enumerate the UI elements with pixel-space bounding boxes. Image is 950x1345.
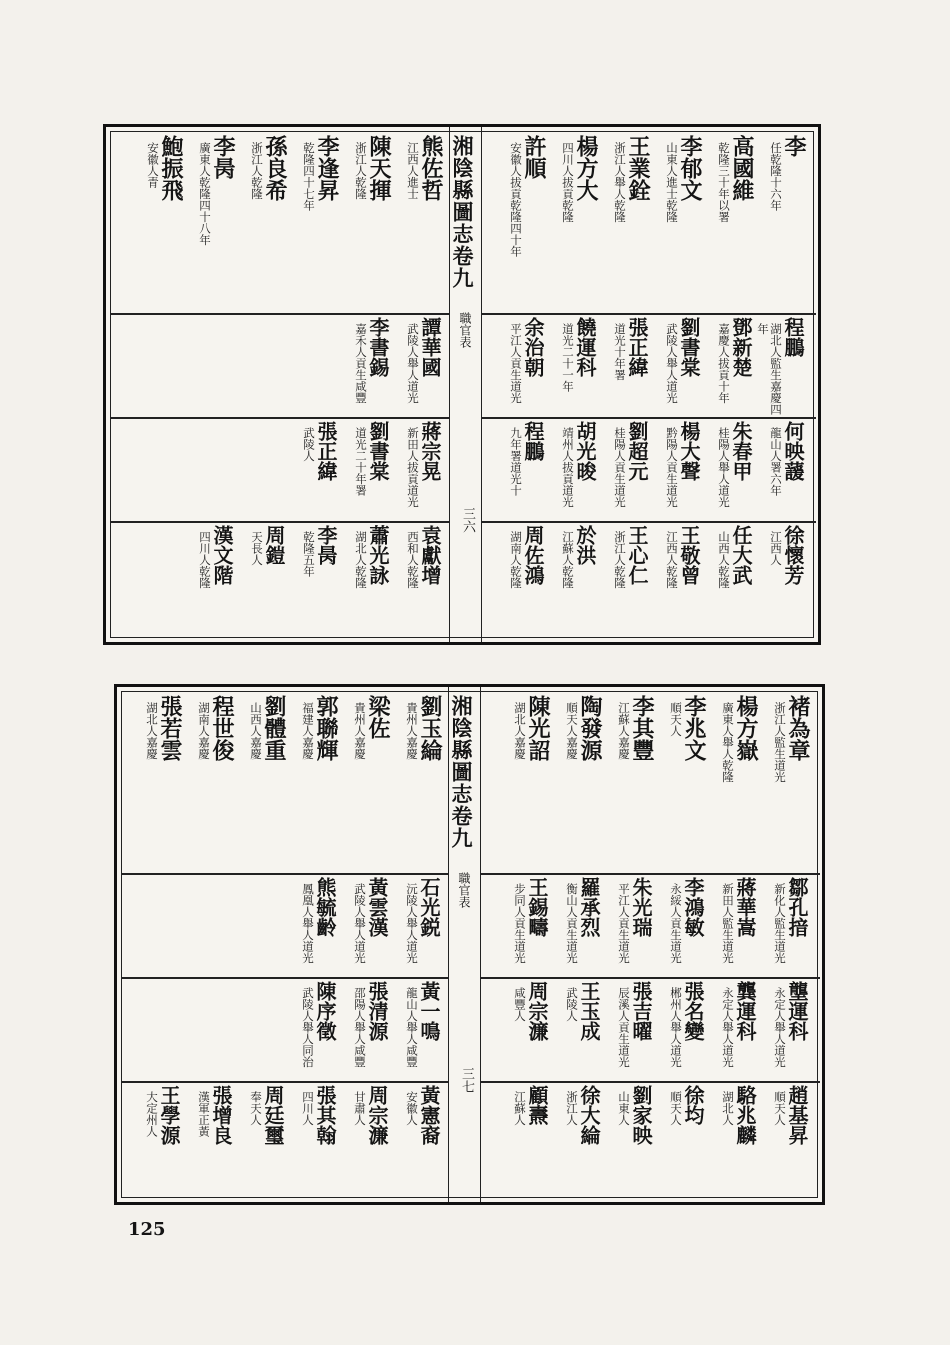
official-name: 程鵬 bbox=[521, 421, 545, 461]
official-name: 李書錫 bbox=[366, 317, 390, 377]
official-name: 徐大綸 bbox=[577, 1085, 601, 1145]
official-name: 黃一鳴 bbox=[417, 981, 441, 1041]
official-entry bbox=[600, 421, 647, 519]
official-note: 福建人嘉慶 bbox=[301, 701, 315, 760]
official-note: 湖北人嘉慶 bbox=[513, 701, 527, 760]
official-entry bbox=[756, 421, 803, 519]
official-name: 張正緯 bbox=[314, 421, 338, 481]
official-entry bbox=[760, 1085, 807, 1197]
official-name: 饒運科 bbox=[573, 317, 597, 377]
official-entry bbox=[289, 525, 336, 637]
official-note: 安徽人 bbox=[405, 1091, 419, 1126]
official-name: 王敬曾 bbox=[677, 525, 701, 585]
official-note: 沅陵人舉人道光 bbox=[405, 883, 419, 964]
official-entry bbox=[133, 135, 182, 311]
official-name: 徐懷芳 bbox=[781, 525, 805, 585]
official-name: 胡光晙 bbox=[573, 421, 597, 481]
upper-page bbox=[103, 124, 821, 645]
official-entry bbox=[604, 695, 653, 871]
official-name: 李 bbox=[781, 135, 807, 157]
page-number: 125 bbox=[128, 1219, 166, 1240]
official-name: 王學源 bbox=[157, 1085, 181, 1145]
official-note: 新化人監生道光 bbox=[773, 883, 787, 964]
official-entry bbox=[496, 525, 543, 637]
official-name: 張清源 bbox=[365, 981, 389, 1041]
official-name: 郭聯輝 bbox=[313, 695, 339, 761]
official-note: 靖州人拔貢道光 bbox=[561, 427, 575, 508]
official-name: 李昺 bbox=[314, 525, 338, 565]
official-note: 廣東人舉人乾隆 bbox=[721, 701, 735, 783]
official-note: 武陵人 bbox=[565, 987, 579, 1022]
official-name: 周廷璽 bbox=[261, 1085, 285, 1145]
official-name: 石光鋭 bbox=[417, 877, 441, 937]
official-note: 湖北人監生嘉慶四年 bbox=[756, 323, 783, 415]
official-entry bbox=[288, 695, 337, 871]
official-entry bbox=[756, 525, 803, 637]
official-note: 江西人 bbox=[769, 531, 783, 566]
official-entry bbox=[237, 525, 284, 637]
official-name: 楊方嶽 bbox=[733, 695, 759, 761]
row-divider bbox=[480, 1081, 820, 1083]
official-name: 何映蘐 bbox=[781, 421, 805, 481]
official-note: 貴州人嘉慶 bbox=[353, 701, 367, 760]
official-entry bbox=[184, 695, 233, 871]
official-name: 鮑振飛 bbox=[158, 135, 184, 201]
official-note: 湖北人 bbox=[721, 1091, 735, 1126]
official-entry bbox=[341, 525, 388, 637]
official-note: 順天人 bbox=[669, 701, 683, 737]
official-note: 山東人 bbox=[617, 1091, 631, 1126]
official-entry bbox=[393, 421, 440, 519]
official-note: 浙江人乾隆 bbox=[250, 141, 264, 200]
official-name: 漢文階 bbox=[210, 525, 234, 585]
official-note: 永定人舉人道光 bbox=[773, 987, 787, 1068]
official-entry bbox=[604, 877, 651, 975]
official-entry bbox=[340, 877, 387, 975]
official-name: 徐均 bbox=[681, 1085, 705, 1125]
official-entry bbox=[756, 135, 805, 311]
official-note: 浙江人乾隆 bbox=[354, 141, 368, 200]
official-entry bbox=[392, 877, 439, 975]
official-name: 劉超元 bbox=[625, 421, 649, 481]
official-note: 永綏人貢生道光 bbox=[669, 883, 683, 964]
official-entry bbox=[656, 981, 703, 1079]
official-note: 嘉慶人拔貢十年 bbox=[717, 323, 731, 404]
official-entry bbox=[289, 135, 338, 311]
official-entry bbox=[652, 135, 701, 311]
official-note: 安徽人拔貢乾隆四十年 bbox=[509, 141, 523, 257]
official-note: 湖北人嘉慶 bbox=[145, 701, 159, 760]
official-note: 廣東人乾隆四十八年 bbox=[198, 141, 212, 246]
row-divider bbox=[481, 521, 816, 523]
official-entry bbox=[600, 135, 649, 311]
official-note: 四川人乾隆 bbox=[198, 531, 212, 589]
official-name: 高國維 bbox=[729, 135, 755, 201]
official-name: 熊毓齡 bbox=[313, 877, 337, 937]
official-entry bbox=[704, 421, 751, 519]
official-note: 順天人 bbox=[773, 1091, 787, 1126]
official-name: 程世俊 bbox=[209, 695, 235, 761]
official-note: 嘉禾人貢生咸豐 bbox=[354, 323, 368, 404]
official-name: 龔運科 bbox=[733, 981, 757, 1041]
official-entry bbox=[656, 1085, 703, 1197]
official-note: 永定人舉人道光 bbox=[721, 987, 735, 1068]
official-note: 桂陽人貢生道光 bbox=[613, 427, 627, 508]
official-entry bbox=[341, 317, 388, 415]
official-name: 劉玉綸 bbox=[417, 695, 443, 761]
official-entry bbox=[552, 695, 601, 871]
official-entry bbox=[760, 877, 807, 975]
official-entry bbox=[132, 1085, 179, 1197]
official-name: 周鎧 bbox=[262, 525, 286, 565]
official-name: 李逢昇 bbox=[314, 135, 340, 201]
official-entry bbox=[652, 317, 699, 415]
official-name: 陳光詔 bbox=[525, 695, 551, 761]
official-name: 楊大聲 bbox=[677, 421, 701, 481]
official-entry bbox=[132, 695, 181, 871]
official-entry bbox=[237, 135, 286, 311]
official-name: 張若雲 bbox=[157, 695, 183, 761]
official-name: 張增良 bbox=[209, 1085, 233, 1145]
official-entry bbox=[496, 317, 543, 415]
official-name: 孫良希 bbox=[262, 135, 288, 201]
official-entry bbox=[656, 695, 705, 871]
official-note: 西和人乾隆 bbox=[406, 531, 420, 589]
official-note: 邵陽人舉人咸豐 bbox=[353, 987, 367, 1068]
official-name: 於洪 bbox=[573, 525, 597, 565]
folio-number: 三七 bbox=[459, 1067, 474, 1093]
official-entry bbox=[393, 525, 440, 637]
row-divider bbox=[110, 521, 449, 523]
official-note: 辰溪人貢生道光 bbox=[617, 987, 631, 1068]
official-note: 貴州人嘉慶 bbox=[405, 701, 419, 760]
official-entry bbox=[500, 981, 547, 1079]
official-note: 山西人嘉慶 bbox=[249, 701, 263, 760]
official-note: 大定州人 bbox=[145, 1091, 159, 1137]
official-entry bbox=[496, 421, 543, 519]
official-name: 陶發源 bbox=[577, 695, 603, 761]
official-entry bbox=[552, 1085, 599, 1197]
official-note: 龍山人舉人咸豐 bbox=[405, 987, 419, 1068]
official-name: 譚華國 bbox=[418, 317, 442, 377]
official-entry bbox=[496, 135, 545, 311]
official-name: 李其豐 bbox=[629, 695, 655, 761]
official-name: 張吉曜 bbox=[629, 981, 653, 1041]
official-name: 朱春甲 bbox=[729, 421, 753, 481]
official-name: 鄧新楚 bbox=[729, 317, 753, 377]
official-name: 王錫疇 bbox=[525, 877, 549, 937]
official-note: 江西人乾隆 bbox=[665, 531, 679, 589]
official-entry bbox=[548, 317, 595, 415]
official-note: 甘肅人 bbox=[353, 1091, 367, 1126]
volume-label: 卷九 bbox=[450, 245, 475, 289]
official-entry bbox=[704, 525, 751, 637]
official-entry bbox=[392, 1085, 439, 1197]
official-note: 江西人進士 bbox=[406, 141, 420, 200]
official-note: 四川人拔貢乾隆 bbox=[561, 141, 575, 223]
official-entry bbox=[652, 525, 699, 637]
official-name: 梁佐 bbox=[365, 695, 391, 739]
official-note: 任乾隆十六年 bbox=[769, 141, 783, 211]
official-entry bbox=[708, 1085, 755, 1197]
official-note: 黔陽人貢生道光 bbox=[665, 427, 679, 508]
official-name: 蕭光詠 bbox=[366, 525, 390, 585]
official-note: 安徽人青 bbox=[146, 141, 160, 188]
official-note: 平江人貢生道光 bbox=[617, 883, 631, 964]
official-note: 武陵人舉人道光 bbox=[353, 883, 367, 964]
official-entry bbox=[604, 1085, 651, 1197]
spine-rule-right bbox=[480, 687, 481, 1202]
official-note: 浙江人監生道光 bbox=[773, 701, 787, 783]
official-note: 武陵人舉人道光 bbox=[406, 323, 420, 404]
official-name: 蔣宗晃 bbox=[418, 421, 442, 481]
official-name: 褚為章 bbox=[785, 695, 811, 761]
official-entry bbox=[548, 421, 595, 519]
volume-label: 卷九 bbox=[449, 805, 474, 849]
official-entry bbox=[500, 1085, 547, 1197]
official-entry bbox=[236, 1085, 283, 1197]
official-entry bbox=[652, 421, 699, 519]
official-entry bbox=[288, 1085, 335, 1197]
official-name: 任大武 bbox=[729, 525, 753, 585]
official-entry bbox=[185, 525, 232, 637]
official-name: 劉體重 bbox=[261, 695, 287, 761]
official-entry bbox=[288, 877, 335, 975]
official-note: 漢軍正黃 bbox=[197, 1091, 211, 1137]
official-note: 道光二十一年 bbox=[561, 323, 575, 392]
official-name: 余治朝 bbox=[521, 317, 545, 377]
official-entry bbox=[760, 981, 807, 1079]
official-note: 鳳凰人舉人道光 bbox=[301, 883, 315, 964]
spine-rule-right bbox=[481, 127, 482, 642]
official-name: 楊方大 bbox=[573, 135, 599, 201]
official-name: 鄒孔揞 bbox=[785, 877, 809, 937]
row-divider bbox=[121, 977, 448, 979]
official-note: 浙江人舉人乾隆 bbox=[613, 141, 627, 223]
official-entry bbox=[341, 421, 388, 519]
official-note: 平江人貢生道光 bbox=[509, 323, 523, 404]
official-entry bbox=[552, 877, 599, 975]
official-name: 李鴻敏 bbox=[681, 877, 705, 937]
official-name: 陳序徵 bbox=[313, 981, 337, 1041]
official-note: 乾隆三十年以署 bbox=[717, 141, 731, 223]
official-name: 程鵬 bbox=[781, 317, 805, 357]
official-note: 天長人 bbox=[250, 531, 264, 566]
official-name: 陳天揮 bbox=[366, 135, 392, 201]
official-note: 武陵人 bbox=[302, 427, 316, 462]
row-divider bbox=[110, 417, 449, 419]
official-note: 江蘇人乾隆 bbox=[561, 531, 575, 589]
official-entry bbox=[708, 695, 757, 871]
official-name: 黃雲漢 bbox=[365, 877, 389, 937]
official-entry bbox=[600, 317, 647, 415]
official-entry bbox=[704, 317, 751, 415]
official-name: 朱光瑞 bbox=[629, 877, 653, 937]
official-entry bbox=[604, 981, 651, 1079]
official-entry bbox=[340, 695, 389, 871]
official-entry bbox=[392, 695, 441, 871]
spine-title: 湘陰縣圖志 bbox=[450, 135, 475, 245]
official-entry bbox=[289, 421, 336, 519]
official-name: 劉書棠 bbox=[677, 317, 701, 377]
official-entry bbox=[340, 1085, 387, 1197]
official-entry bbox=[392, 981, 439, 1079]
official-note: 江蘇人嘉慶 bbox=[617, 701, 631, 760]
official-note: 浙江人乾隆 bbox=[613, 531, 627, 589]
official-entry bbox=[548, 135, 597, 311]
lower-page bbox=[114, 684, 825, 1205]
official-entry bbox=[756, 317, 803, 415]
official-name: 周宗濂 bbox=[525, 981, 549, 1041]
official-name: 蔣華嵩 bbox=[733, 877, 757, 937]
official-note: 步同人貢生道光 bbox=[513, 883, 527, 964]
official-name: 王玉成 bbox=[577, 981, 601, 1041]
official-note: 道光十年署 bbox=[613, 323, 627, 381]
official-name: 周佐鴻 bbox=[521, 525, 545, 585]
official-name: 李昺 bbox=[210, 135, 236, 179]
official-note: 郴州人舉人道光 bbox=[669, 987, 683, 1068]
official-name: 張其翰 bbox=[313, 1085, 337, 1145]
official-note: 新田人拔貢道光 bbox=[406, 427, 420, 508]
official-name: 張正緯 bbox=[625, 317, 649, 377]
official-entry bbox=[708, 877, 755, 975]
official-entry bbox=[341, 135, 390, 311]
official-name: 王心仁 bbox=[625, 525, 649, 585]
official-name: 周宗濂 bbox=[365, 1085, 389, 1145]
official-name: 駱兆麟 bbox=[733, 1085, 757, 1145]
official-name: 趙基昇 bbox=[785, 1085, 809, 1145]
official-note: 江蘇人 bbox=[513, 1091, 527, 1126]
section-mark: 職官表 bbox=[457, 872, 471, 908]
official-note: 龍山人署六年 bbox=[769, 427, 783, 496]
official-entry bbox=[393, 317, 440, 415]
row-divider bbox=[480, 977, 820, 979]
official-entry bbox=[704, 135, 753, 311]
official-note: 奉天人 bbox=[249, 1091, 263, 1126]
official-name: 許順 bbox=[521, 135, 547, 179]
official-note: 浙江人 bbox=[565, 1091, 579, 1126]
row-divider bbox=[121, 1081, 448, 1083]
official-entry bbox=[500, 877, 547, 975]
official-name: 李郁文 bbox=[677, 135, 703, 201]
official-note: 山東人進士乾隆 bbox=[665, 141, 679, 223]
official-note: 九年署道光十 bbox=[509, 427, 523, 496]
official-entry bbox=[288, 981, 335, 1079]
official-entry bbox=[600, 525, 647, 637]
official-note: 乾隆五年 bbox=[302, 531, 316, 577]
official-note: 山西人乾隆 bbox=[717, 531, 731, 589]
official-entry bbox=[708, 981, 755, 1079]
official-entry bbox=[656, 877, 703, 975]
official-note: 乾隆四十七年 bbox=[302, 141, 316, 211]
official-entry bbox=[548, 525, 595, 637]
official-note: 桂陽人舉人道光 bbox=[717, 427, 731, 508]
official-name: 李兆文 bbox=[681, 695, 707, 761]
official-note: 新田人監生道光 bbox=[721, 883, 735, 964]
official-name: 壟運科 bbox=[785, 981, 809, 1041]
official-name: 張名變 bbox=[681, 981, 705, 1041]
official-note: 順天人 bbox=[669, 1091, 683, 1126]
official-name: 羅承烈 bbox=[577, 877, 601, 937]
official-note: 咸豐人 bbox=[513, 987, 527, 1022]
official-note: 四川人 bbox=[301, 1091, 315, 1126]
row-divider bbox=[481, 417, 816, 419]
official-note: 湖南人嘉慶 bbox=[197, 701, 211, 760]
official-name: 顧燾 bbox=[525, 1085, 549, 1125]
official-entry bbox=[184, 1085, 231, 1197]
official-entry bbox=[340, 981, 387, 1079]
official-note: 武陵人舉人道光 bbox=[665, 323, 679, 404]
official-name: 熊佐哲 bbox=[418, 135, 444, 201]
official-entry bbox=[500, 695, 549, 871]
official-entry bbox=[236, 695, 285, 871]
official-name: 王業銓 bbox=[625, 135, 651, 201]
section-mark: 職官表 bbox=[458, 312, 472, 348]
official-entry bbox=[185, 135, 234, 311]
official-name: 劉家映 bbox=[629, 1085, 653, 1145]
official-name: 劉書棠 bbox=[366, 421, 390, 481]
official-name: 袁獻增 bbox=[418, 525, 442, 585]
official-note: 武陵人舉人同治 bbox=[301, 987, 315, 1068]
spine-title: 湘陰縣圖志 bbox=[449, 695, 474, 805]
official-note: 衡山人貢生道光 bbox=[565, 883, 579, 964]
official-note: 順天人嘉慶 bbox=[565, 701, 579, 760]
official-entry bbox=[760, 695, 809, 871]
folio-number: 三六 bbox=[460, 507, 475, 533]
official-name: 黃憲裔 bbox=[417, 1085, 441, 1145]
official-note: 湖南人乾隆 bbox=[509, 531, 523, 589]
official-note: 湖北人乾隆 bbox=[354, 531, 368, 589]
official-entry bbox=[393, 135, 442, 311]
official-note: 道光二十年署 bbox=[354, 427, 368, 496]
official-entry bbox=[552, 981, 599, 1079]
